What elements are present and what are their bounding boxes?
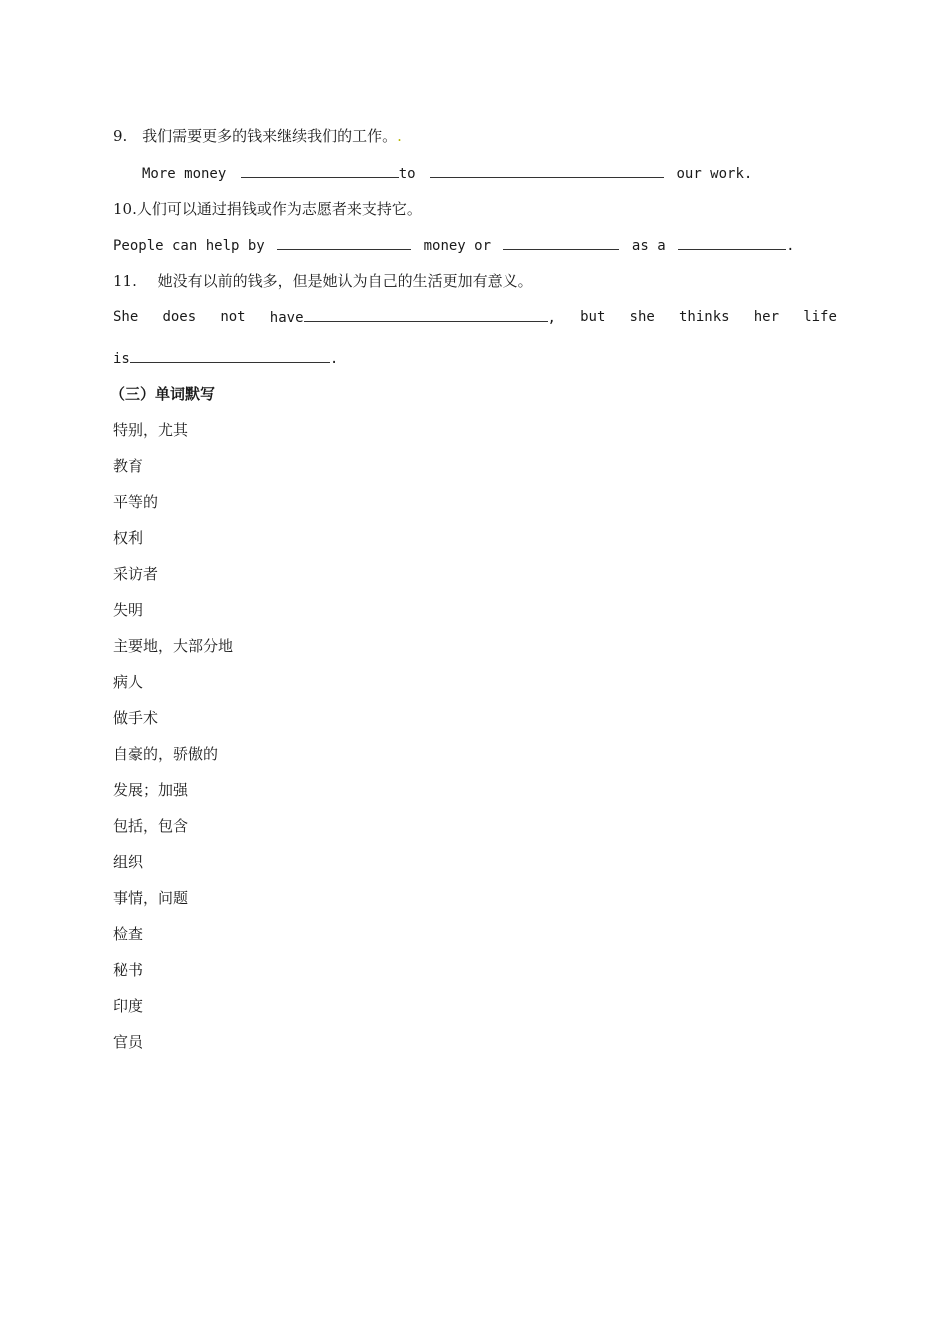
q10-english-line xyxy=(113,235,795,256)
vocab-item: 特别，尤其 xyxy=(113,421,189,439)
q11-text-period: . xyxy=(329,351,339,367)
q11-word: her xyxy=(753,309,780,325)
q10-chinese: 人们可以通过捐钱或作为志愿者来支持它。 xyxy=(136,200,422,218)
vocab-item: 组织 xyxy=(113,853,144,871)
q11-english-line-2 xyxy=(113,348,338,369)
vocab-item: 检查 xyxy=(113,925,144,943)
vocab-item: 做手术 xyxy=(113,709,159,727)
q11-chinese: 她没有以前的钱多，但是她认为自己的生活更加有意义。 xyxy=(157,272,533,290)
q11-word: thinks xyxy=(679,309,730,325)
q10-number: 10. xyxy=(113,200,137,218)
q10-text-1: People can help by xyxy=(113,238,265,254)
vocab-item: 病人 xyxy=(113,673,144,691)
q11-word: but xyxy=(580,309,606,325)
vocab-item: 教育 xyxy=(113,457,144,475)
q10-text-2: money or xyxy=(423,238,492,254)
vocab-item: 权利 xyxy=(113,529,144,547)
q11-word: life xyxy=(803,309,837,325)
q11-word: she xyxy=(629,309,655,325)
q11-word: does xyxy=(162,309,197,325)
q11-english-line-1 xyxy=(113,307,837,328)
vocab-item: 主要地，大部分地 xyxy=(113,637,234,655)
q9-text-2: to xyxy=(398,166,416,182)
q10-text-4: . xyxy=(786,238,795,254)
q9-english-line xyxy=(142,163,752,184)
q11-chinese-line xyxy=(113,271,533,291)
q10-blank-2[interactable] xyxy=(503,235,619,250)
q10-text-3: as a xyxy=(631,238,666,254)
q9-chinese: 我们需要更多的钱来继续我们的工作。 xyxy=(142,127,398,145)
vocab-item: 事情，问题 xyxy=(113,889,189,907)
vocab-item: 采访者 xyxy=(113,565,159,583)
q10-blank-1[interactable] xyxy=(277,235,411,250)
q11-word-have-with-blank: have , xyxy=(270,307,556,328)
q11-word: She xyxy=(113,309,139,325)
q11-number: 11. xyxy=(113,272,137,290)
vocab-item: 发展；加强 xyxy=(113,781,189,799)
vocab-item: 包括，包含 xyxy=(113,817,189,835)
q10-blank-3[interactable] xyxy=(678,235,786,250)
q9-chinese-line: 9. 我们需要更多的钱来继续我们的工作。. xyxy=(113,127,402,145)
vocab-item: 官员 xyxy=(113,1033,144,1051)
vocab-item: 秘书 xyxy=(113,961,144,979)
q9-blank-2[interactable] xyxy=(430,163,664,178)
q11-word: not xyxy=(220,309,246,325)
vocab-item: 平等的 xyxy=(113,493,159,511)
q10-chinese-line xyxy=(113,199,422,219)
q9-number: 9. xyxy=(113,127,128,145)
vocab-item: 印度 xyxy=(113,997,144,1015)
q9-text-1: More money xyxy=(142,166,227,182)
q9-blank-1[interactable] xyxy=(241,163,399,178)
q11-blank-2[interactable] xyxy=(130,348,330,363)
vocab-item: 失明 xyxy=(113,601,144,619)
q9-text-3: our work. xyxy=(676,166,753,182)
vocab-item: 自豪的，骄傲的 xyxy=(113,745,219,763)
q11-text-is: is xyxy=(113,351,130,367)
q11-blank-1[interactable] xyxy=(304,307,548,322)
section3-heading: （三）单词默写 xyxy=(110,385,216,403)
